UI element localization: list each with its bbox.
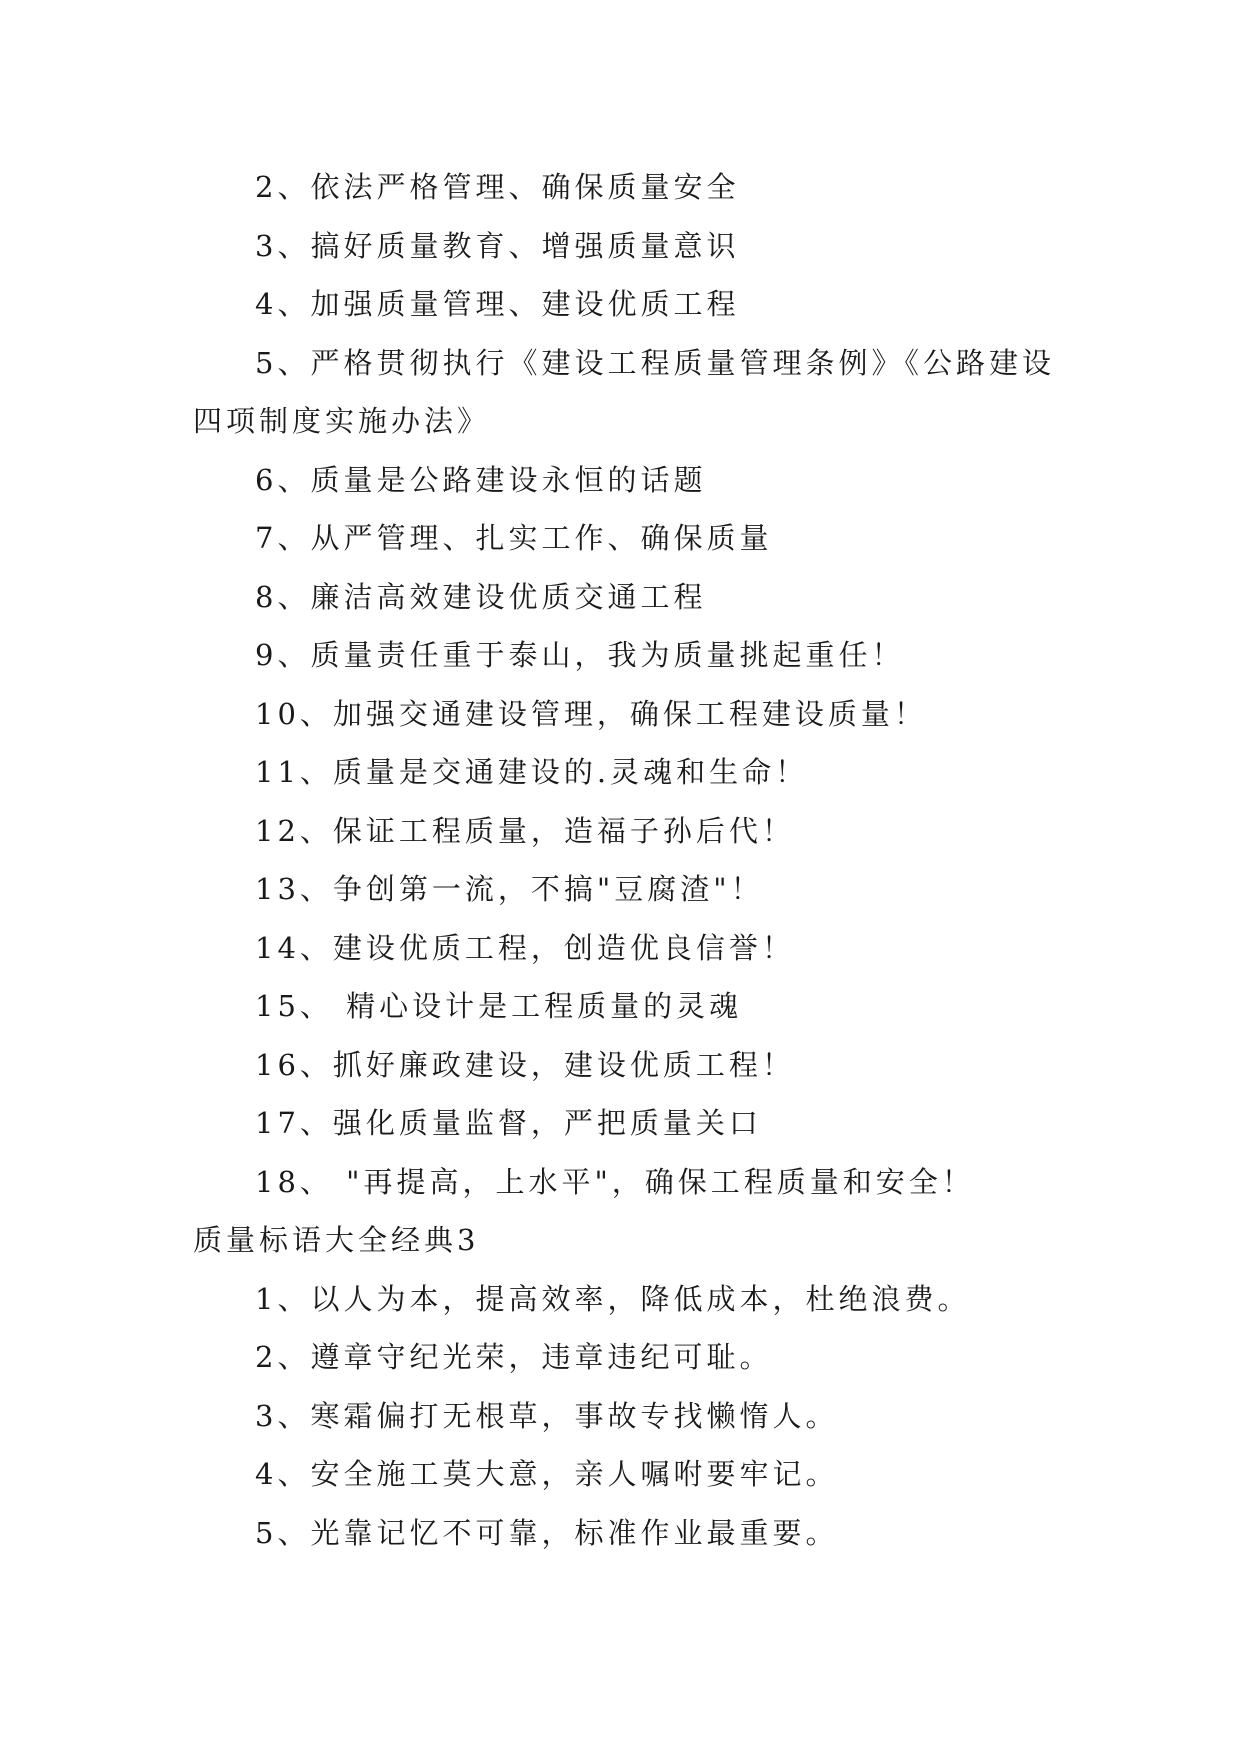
list-item: 2、遵章守纪光荣，违章违纪可耻。 (255, 1340, 773, 1374)
list-item: 16、抓好廉政建设，建设优质工程！ (255, 1047, 795, 1082)
list-item: 15、 精心设计是工程质量的灵魂 (255, 989, 743, 1023)
paragraph-line: 质量标语大全经典3 (193, 1223, 480, 1257)
list-item: 2、依法严格管理、确保质量安全 (255, 170, 740, 204)
document-body (193, 158, 1073, 1562)
list-item: 5、严格贯彻执行《建设工程质量管理条例》《公路建设 (255, 345, 1055, 380)
list-item: 7、从严管理、扎实工作、确保质量 (255, 521, 773, 555)
list-item: 12、保证工程质量，造福子孙后代！ (255, 813, 795, 848)
paragraph-line: 四项制度实施办法》 (193, 404, 491, 438)
list-item: 18、 "再提高，上水平"，确保工程质量和安全！ (255, 1164, 975, 1199)
list-item: 1、以人为本，提高效率，降低成本，杜绝浪费。 (255, 1281, 971, 1316)
list-item: 3、搞好质量教育、增强质量意识 (255, 228, 740, 263)
list-item: 11、质量是交通建设的.灵魂和生命！ (255, 755, 809, 789)
list-item: 8、廉洁高效建设优质交通工程 (255, 579, 707, 614)
list-item: 6、质量是公路建设永恒的话题 (255, 462, 707, 497)
list-item: 14、建设优质工程，创造优良信誉！ (255, 930, 795, 965)
list-item: 4、安全施工莫大意，亲人嘱咐要牢记。 (255, 1457, 839, 1491)
list-item: 9、质量责任重于泰山，我为质量挑起重任！ (255, 638, 905, 672)
list-item: 13、争创第一流，不搞"豆腐渣"！ (255, 872, 764, 906)
list-item: 5、光靠记忆不可靠，标准作业最重要。 (255, 1515, 839, 1550)
list-item: 10、加强交通建设管理，确保工程建设质量！ (255, 696, 927, 731)
list-item: 4、加强质量管理、建设优质工程 (255, 287, 740, 321)
list-item: 3、寒霜偏打无根草，事故专找懒惰人。 (255, 1398, 839, 1433)
list-item: 17、强化质量监督，严把质量关口 (255, 1106, 762, 1140)
